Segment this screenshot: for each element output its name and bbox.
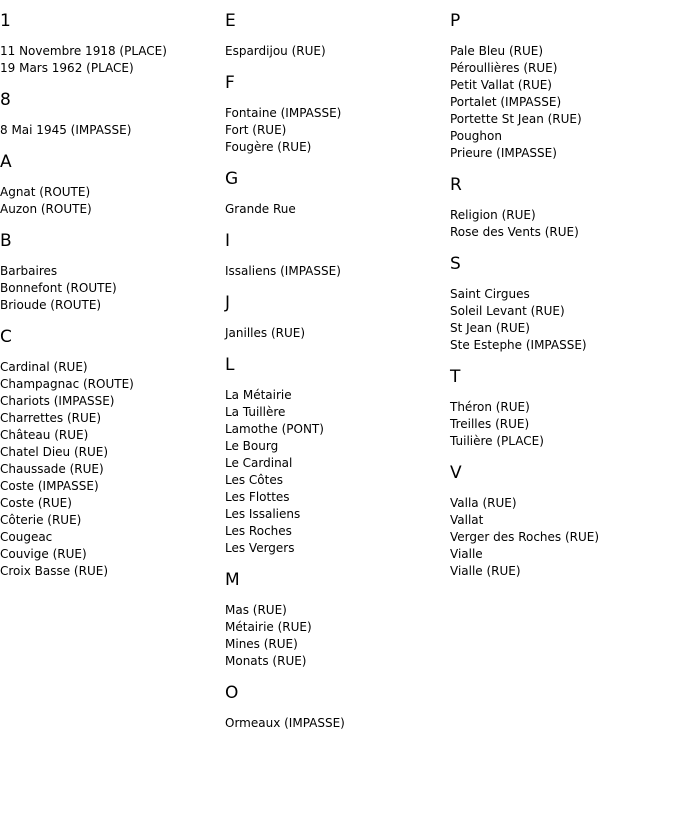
street-name: Coste (IMPASSE) (0, 479, 99, 493)
letter-group (0, 231, 220, 314)
street-name: Mines (RUE) (225, 637, 298, 651)
street-index-column-2 (225, 0, 445, 745)
street-name: Prieure (IMPASSE) (450, 146, 557, 160)
street-name: Coste (RUE) (0, 496, 72, 510)
letter-group (225, 169, 445, 218)
street-name: Portette St Jean (RUE) (450, 112, 582, 126)
street-name: Croix Basse (RUE) (0, 564, 108, 578)
group-letter-heading: I (225, 231, 231, 251)
street-name: Métairie (RUE) (225, 620, 312, 634)
street-name: Couvige (RUE) (0, 547, 87, 561)
street-name: Les Vergers (225, 541, 295, 555)
street-name: Les Côtes (225, 473, 283, 487)
street-name: Rose des Vents (RUE) (450, 225, 579, 239)
letter-group (225, 293, 445, 342)
street-list (0, 359, 220, 580)
street-name: Tuilière (PLACE) (450, 434, 544, 448)
street-list (225, 201, 445, 218)
street-name: Pale Bleu (RUE) (450, 44, 544, 58)
letter-group (225, 11, 445, 60)
street-list (0, 184, 220, 218)
street-name: 11 Novembre 1918 (PLACE) (0, 44, 167, 58)
street-name: Champagnac (ROUTE) (0, 377, 134, 391)
group-letter-heading: C (0, 327, 12, 347)
street-name: Vialle (RUE) (450, 564, 521, 578)
street-index-column-1 (0, 0, 220, 593)
street-list (225, 263, 445, 280)
letter-group (225, 355, 445, 557)
letter-group (0, 327, 220, 580)
street-name: Fontaine (IMPASSE) (225, 106, 342, 120)
street-name: Grande Rue (225, 202, 296, 216)
street-name: La Métairie (225, 388, 292, 402)
street-name: Treilles (RUE) (450, 417, 530, 431)
street-list (450, 43, 675, 162)
street-name: Ste Estephe (IMPASSE) (450, 338, 587, 352)
street-name: Poughon (450, 129, 502, 143)
street-index-column-3 (450, 0, 675, 593)
letter-group (450, 11, 675, 162)
street-name: Les Flottes (225, 490, 290, 504)
street-list (450, 286, 675, 354)
group-letter-heading: L (225, 355, 235, 375)
street-name: Issaliens (IMPASSE) (225, 264, 341, 278)
street-name: Soleil Levant (RUE) (450, 304, 565, 318)
group-letter-heading: B (0, 231, 12, 251)
letter-group (450, 463, 675, 580)
street-name: Fort (RUE) (225, 123, 287, 137)
street-list (0, 122, 220, 139)
street-name: Cougeac (0, 530, 53, 544)
letter-group (225, 570, 445, 670)
group-letter-heading: V (450, 463, 462, 483)
street-name: Verger des Roches (RUE) (450, 530, 600, 544)
street-list (450, 399, 675, 450)
letter-group (450, 254, 675, 354)
street-list (225, 43, 445, 60)
group-letter-heading: G (225, 169, 239, 189)
street-list (0, 43, 220, 77)
street-name: Péroullières (RUE) (450, 61, 558, 75)
street-name: Monats (RUE) (225, 654, 307, 668)
street-list (225, 105, 445, 156)
street-name: Saint Cirgues (450, 287, 530, 301)
group-letter-heading: F (225, 73, 235, 93)
street-name: Chariots (IMPASSE) (0, 394, 115, 408)
street-name: Valla (RUE) (450, 496, 517, 510)
street-name: Bonnefont (ROUTE) (0, 281, 117, 295)
group-letter-heading: 8 (0, 90, 11, 110)
street-name: Portalet (IMPASSE) (450, 95, 562, 109)
street-name: Fougère (RUE) (225, 140, 312, 154)
street-list (225, 325, 445, 342)
letter-group (225, 683, 445, 732)
street-name: Mas (RUE) (225, 603, 287, 617)
group-letter-heading: P (450, 11, 461, 31)
street-name: Chatel Dieu (RUE) (0, 445, 109, 459)
letter-group (450, 367, 675, 450)
group-letter-heading: O (225, 683, 239, 703)
street-name: Lamothe (PONT) (225, 422, 324, 436)
street-list (450, 495, 675, 580)
street-name: Religion (RUE) (450, 208, 536, 222)
street-name: Agnat (ROUTE) (0, 185, 91, 199)
street-name: Les Roches (225, 524, 292, 538)
letter-group (0, 90, 220, 139)
group-letter-heading: J (225, 293, 231, 313)
group-letter-heading: R (450, 175, 462, 195)
street-name: Vallat (450, 513, 484, 527)
street-list (0, 263, 220, 314)
street-name: Petit Vallat (RUE) (450, 78, 552, 92)
group-letter-heading: S (450, 254, 461, 274)
street-name: Ormeaux (IMPASSE) (225, 716, 345, 730)
street-list (225, 387, 445, 557)
street-name: Auzon (ROUTE) (0, 202, 92, 216)
street-list (225, 602, 445, 670)
group-letter-heading: 1 (0, 11, 11, 31)
group-letter-heading: M (225, 570, 240, 590)
letter-group (225, 73, 445, 156)
street-name: Cardinal (RUE) (0, 360, 88, 374)
street-name: Château (RUE) (0, 428, 89, 442)
street-name: Chaussade (RUE) (0, 462, 104, 476)
street-name: Charrettes (RUE) (0, 411, 102, 425)
street-list (225, 715, 445, 732)
group-letter-heading: A (0, 152, 12, 172)
street-name: Le Bourg (225, 439, 279, 453)
letter-group (0, 11, 220, 77)
letter-group (0, 152, 220, 218)
street-name: 8 Mai 1945 (IMPASSE) (0, 123, 132, 137)
street-list (450, 207, 675, 241)
street-name: Espardijou (RUE) (225, 44, 326, 58)
street-name: Janilles (RUE) (225, 326, 306, 340)
group-letter-heading: E (225, 11, 236, 31)
street-name: 19 Mars 1962 (PLACE) (0, 61, 134, 75)
group-letter-heading: T (450, 367, 461, 387)
street-name: Barbaires (0, 264, 58, 278)
street-name: St Jean (RUE) (450, 321, 530, 335)
street-name: La Tuillère (225, 405, 286, 419)
street-name: Le Cardinal (225, 456, 293, 470)
street-name: Brioude (ROUTE) (0, 298, 102, 312)
letter-group (450, 175, 675, 241)
street-name: Côterie (RUE) (0, 513, 82, 527)
street-name: Vialle (450, 547, 483, 561)
street-name: Théron (RUE) (450, 400, 530, 414)
street-name: Les Issaliens (225, 507, 301, 521)
letter-group (225, 231, 445, 280)
